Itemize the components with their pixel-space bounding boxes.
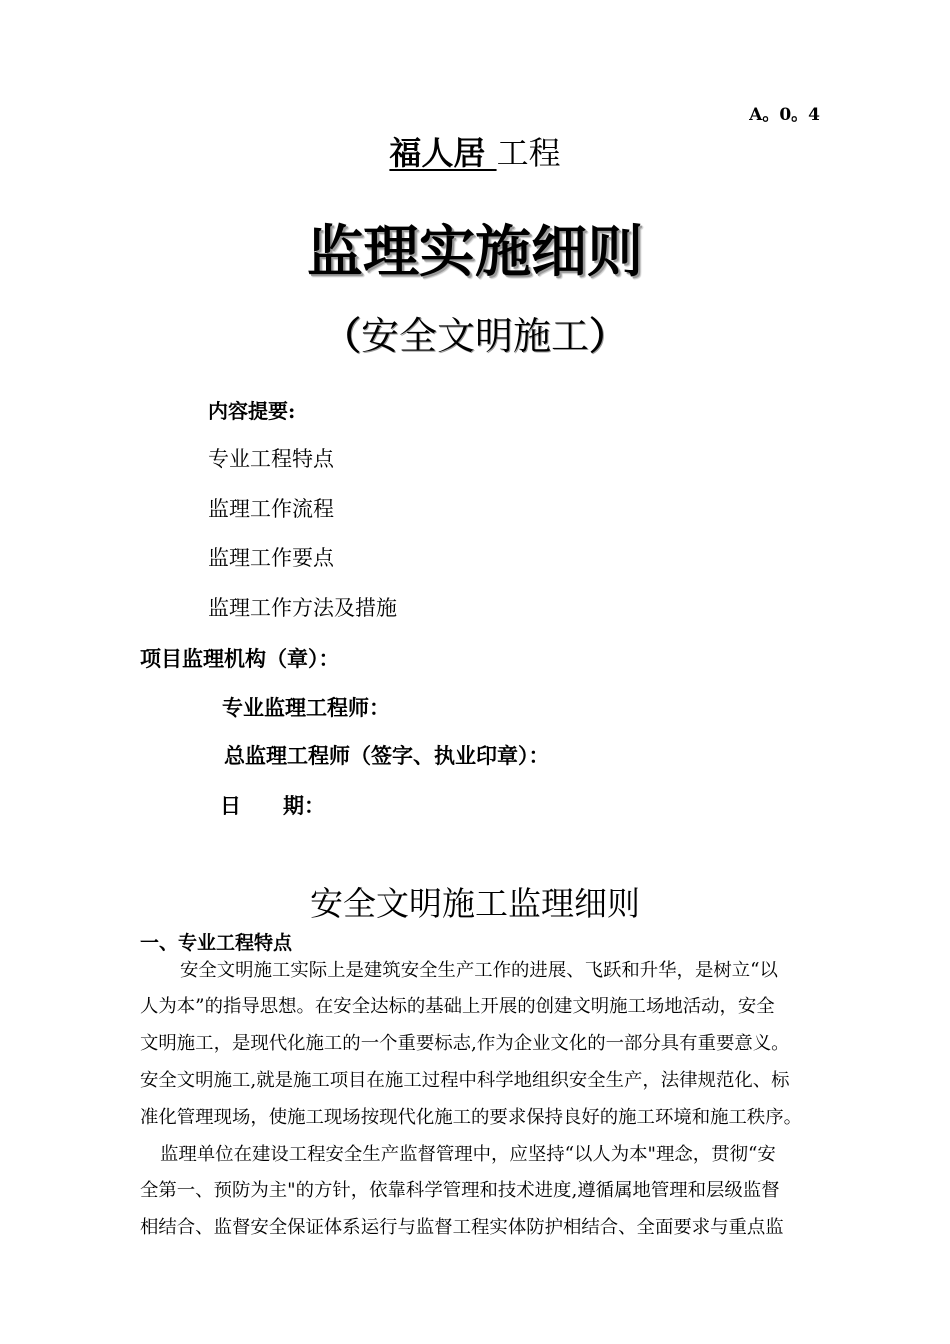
contents-heading: 内容提要: (208, 399, 296, 423)
subtitle (0, 305, 950, 360)
main-title: 监理实施细则 (307, 220, 643, 285)
specialist-engineer-label: 专业监理工程师： (222, 695, 390, 720)
date-char-period: 期： (283, 793, 325, 818)
project-title-line (0, 128, 950, 174)
date-char-day: 日 (220, 793, 241, 818)
date-label (220, 790, 325, 820)
body-line: 安全文明施工实际上是建筑安全生产工作的进展、飞跃和升华，是树立“以 (180, 960, 778, 981)
subtitle-open-paren: （ (322, 314, 361, 358)
contents-item: 监理工作方法及措施 (208, 596, 397, 620)
contents-item: 监理工作流程 (208, 497, 334, 521)
body-line: 监理单位在建设工程安全生产监督管理中，应坚持“以人为本"理念，贯彻“安 (160, 1144, 776, 1165)
subtitle-text: 安全文明施工 (360, 314, 589, 358)
chief-engineer-label: 总监理工程师（签字、执业印章）： (224, 743, 550, 768)
body-line: 安全文明施工,就是施工项目在施工过程中科学地组织安全生产，法律规范化、标 (140, 1070, 790, 1091)
body-line: 相结合、监督安全保证体系运行与监督工程实体防护相结合、全面要求与重点监 (140, 1217, 784, 1238)
body-line: 准化管理现场，使施工现场按现代化施工的要求保持良好的施工环境和施工秩序。 (140, 1107, 803, 1128)
section-title: 安全文明施工监理细则 (310, 884, 640, 923)
project-suffix: 工程 (496, 134, 561, 172)
section-heading: 一、专业工程特点 (140, 932, 293, 954)
body-line: 文明施工，是现代化施工的一个重要标志,作为企业文化的一部分具有重要意义。 (140, 1033, 790, 1054)
body-line: 全第一、预防为主"的方针，依靠科学管理和技术进度,遵循属地管理和层级监督 (140, 1180, 780, 1201)
contents-item: 监理工作要点 (208, 546, 334, 570)
subtitle-close-paren: ） (589, 314, 628, 358)
document-code: A。0。4 (749, 105, 820, 125)
body-line: 人为本”的指导思想。在安全达标的基础上开展的创建文明施工场地活动，安全 (140, 996, 775, 1017)
supervision-org-label: 项目监理机构（章）： (140, 646, 340, 671)
contents-item: 专业工程特点 (208, 447, 334, 471)
project-name: 福人居 (389, 134, 497, 172)
